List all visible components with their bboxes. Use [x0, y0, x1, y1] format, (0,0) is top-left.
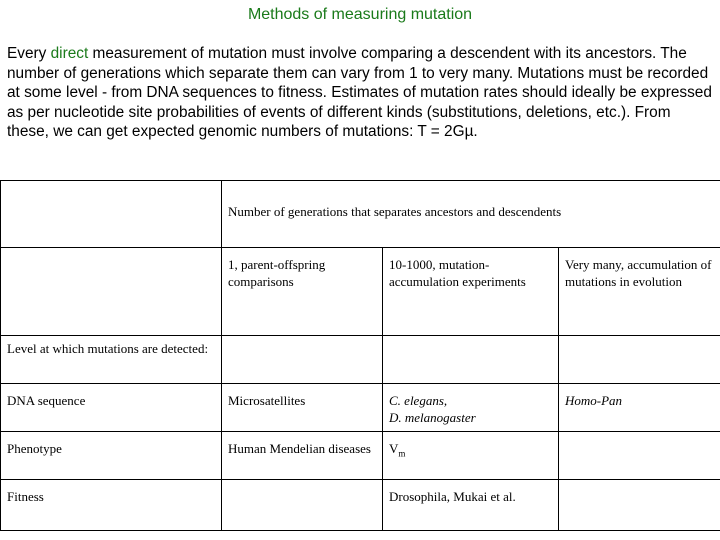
table-row-dna [1, 384, 720, 432]
row-label-phenotype: Phenotype [1, 432, 222, 480]
corner-cell [1, 181, 222, 248]
slide-title: Methods of measuring mutation [247, 6, 473, 23]
table-header-row [1, 181, 720, 248]
cell-phenotype-mutation-accumulation [383, 432, 559, 480]
column-header-evolution: Very many, accumulation of mutations in evolution [559, 248, 720, 336]
column-header-mutation-accumulation: 10-1000, mutation-accumulation experiments [383, 248, 559, 336]
empty-cell [559, 432, 720, 480]
empty-cell [559, 336, 720, 384]
row-label-dna: DNA sequence [1, 384, 222, 432]
species-d-melanogaster: D. melanogaster [389, 410, 476, 425]
cell-fitness-mutation-accumulation: Drosophila, Mukai et al. [383, 480, 559, 531]
cell-phenotype-parent-offspring: Human Mendelian diseases [222, 432, 383, 480]
table-columns-row [1, 248, 720, 336]
homo-pan-text: Homo-Pan [565, 393, 623, 408]
cell-dna-evolution [559, 384, 720, 432]
intro-text-rest: measurement of mutation must involve comparing a descendent with its ancestors. The number of generations which separate them can vary from 1 to very many. Mutations must be recorded at some level - from DNA sequences to fitness. Estimates of mutation rates should ideally be expressed as per nucleotide site probabilities of events of different kinds (substitutions, deletions, etc.). From these, we can get expected genomic numbers of mutations: T = 2Gµ. [7, 45, 712, 141]
empty-cell [383, 336, 559, 384]
empty-cell [222, 336, 383, 384]
table-row-phenotype [1, 432, 720, 480]
vm-symbol: V [389, 441, 399, 456]
column-header-parent-offspring: 1, parent-offspring comparisons [222, 248, 383, 336]
empty-cell [222, 480, 383, 531]
intro-text-start: Every [7, 45, 51, 62]
intro-paragraph [7, 44, 715, 142]
empty-cell [559, 480, 720, 531]
table-row-fitness [1, 480, 720, 531]
row-label-fitness: Fitness [1, 480, 222, 531]
mutation-methods-table [0, 180, 720, 531]
cell-dna-mutation-accumulation [383, 384, 559, 432]
intro-highlight: direct [50, 45, 89, 62]
level-label: Level at which mutations are detected: [1, 336, 222, 384]
cell-dna-parent-offspring: Microsatellites [222, 384, 383, 432]
vm-subscript: m [398, 448, 406, 459]
empty-cell [1, 248, 222, 336]
generations-header: Number of generations that separates ancestors and descendents [222, 181, 720, 248]
table-level-row [1, 336, 720, 384]
species-c-elegans: C. elegans, [389, 393, 448, 408]
